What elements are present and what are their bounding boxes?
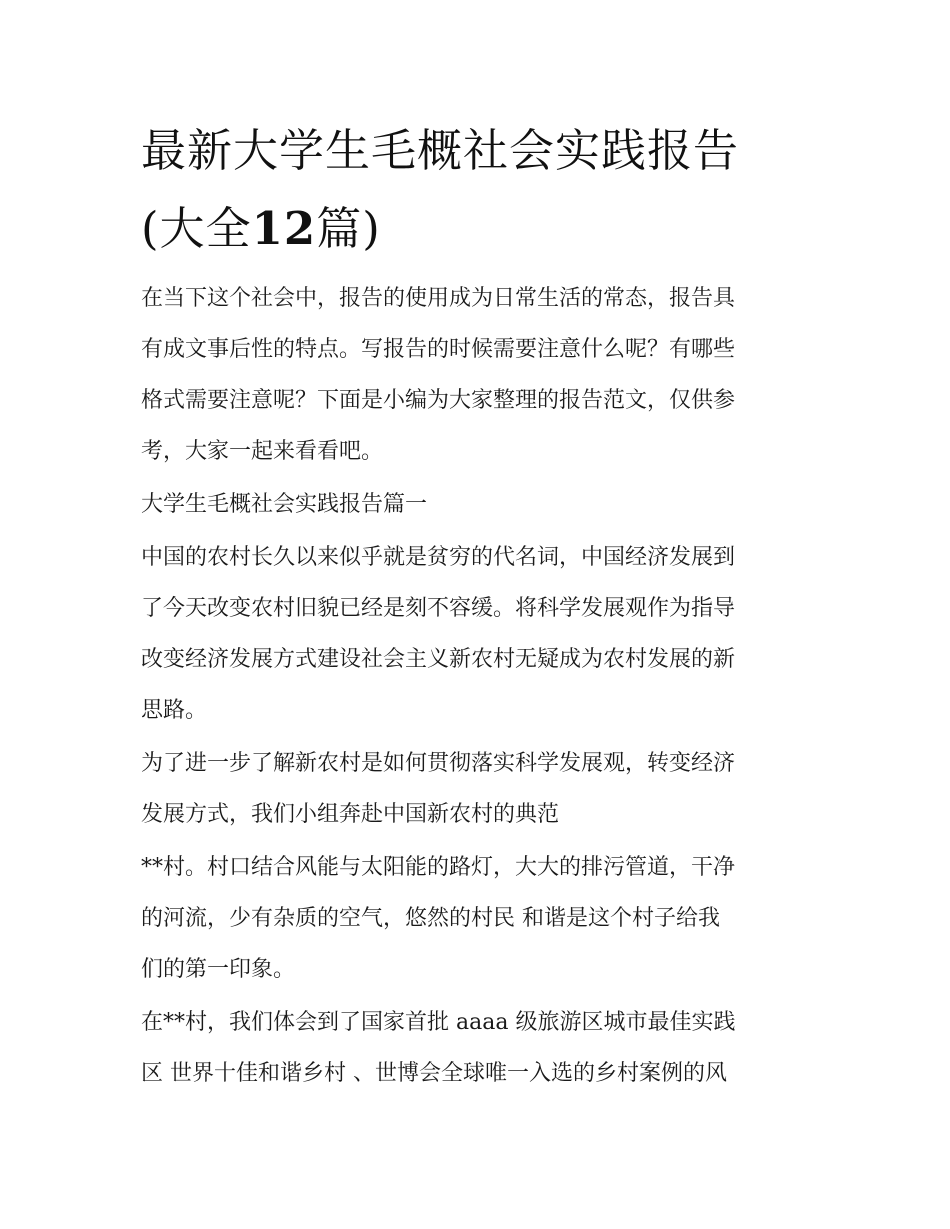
body-paragraph [141, 997, 813, 1099]
text-line: 们的第一印象。 [141, 957, 296, 982]
title-part-open: (大全 [141, 202, 252, 255]
text-line: 在**村，我们体会到了国家首批 aaaa 级旅游区城市最佳实践 [141, 1010, 736, 1035]
body-paragraph [141, 532, 813, 736]
document-body [141, 273, 813, 1101]
title-line-2 [141, 190, 821, 268]
text-line: 中国的农村长久以来似乎就是贫穷的代名词，中国经济发展到 [141, 545, 736, 570]
text-line: 格式需要注意呢？下面是小编为大家整理的报告范文，仅供参 [141, 388, 736, 413]
text-line: 在当下这个社会中，报告的使用成为日常生活的常态，报告具 [141, 286, 736, 311]
body-paragraph [141, 842, 813, 995]
text-line: 了今天改变农村旧貌已经是刻不容缓。将科学发展观作为指导 [141, 596, 736, 621]
text-line: 思路。 [141, 698, 208, 723]
text-line: 考，大家一起来看看吧。 [141, 439, 384, 464]
section-heading [141, 479, 813, 530]
title-part-close: 篇) [316, 202, 381, 255]
text-line: 改变经济发展方式建设社会主义新农村无疑成为农村发展的新 [141, 647, 736, 672]
document-title [141, 112, 821, 268]
body-paragraph [141, 738, 813, 840]
text-line: 大学生毛概社会实践报告篇一 [141, 492, 428, 517]
text-line: 发展方式，我们小组奔赴中国新农村的典范 [141, 802, 560, 827]
intro-paragraph [141, 273, 813, 477]
text-line: 区 世界十佳和谐乡村 、世博会全球唯一入选的乡村案例的风 [141, 1061, 727, 1086]
title-line-1: 最新大学生毛概社会实践报告 [141, 124, 740, 177]
text-line: **村。村口结合风能与太阳能的路灯，大大的排污管道，干净 [141, 855, 736, 880]
text-line: 有成文事后性的特点。写报告的时候需要注意什么呢？有哪些 [141, 337, 736, 362]
text-line: 的河流，少有杂质的空气，悠然的村民 和谐是这个村子给我 [141, 906, 720, 931]
text-line: 为了进一步了解新农村是如何贯彻落实科学发展观，转变经济 [141, 751, 736, 776]
title-part-number: 12 [251, 202, 317, 255]
